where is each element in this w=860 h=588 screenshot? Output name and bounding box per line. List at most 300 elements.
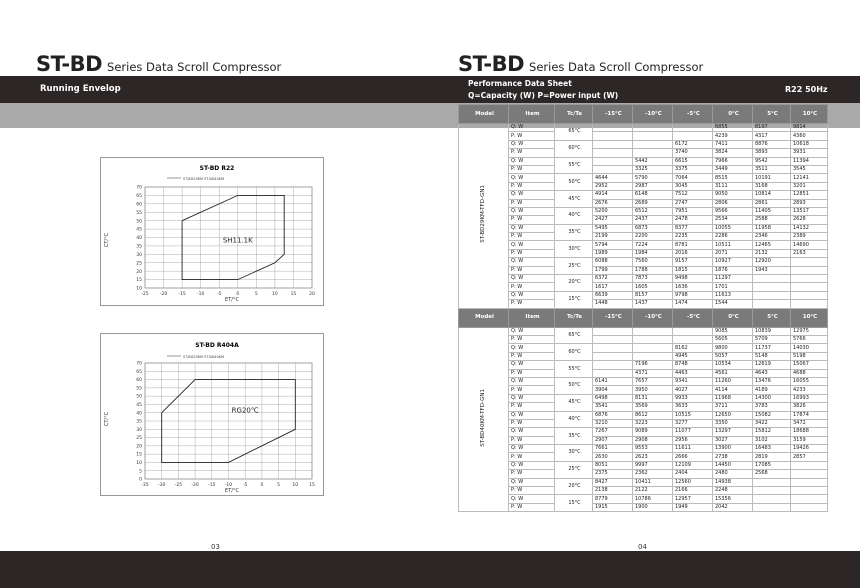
tc-cell: 35°C [555, 428, 593, 445]
item-cell: P: W [509, 436, 555, 444]
value-cell: 7064 [673, 174, 713, 182]
value-cell [593, 352, 633, 360]
value-cell: 1448 [593, 300, 633, 308]
value-cell: 1605 [633, 283, 673, 291]
value-cell [791, 470, 828, 478]
item-cell: Q: W [509, 495, 555, 503]
value-cell: 15356 [713, 495, 753, 503]
item-cell: Q: W [509, 241, 555, 249]
value-cell: 8051 [593, 461, 633, 469]
value-cell: 7661 [593, 445, 633, 453]
value-cell [791, 258, 828, 266]
value-cell: 14132 [791, 224, 828, 232]
value-cell: 7873 [633, 275, 673, 283]
value-cell: 12920 [753, 258, 791, 266]
value-cell: 15082 [753, 411, 791, 419]
y-tick-label: 55 [136, 210, 142, 216]
table-row [459, 403, 828, 411]
value-cell [753, 291, 791, 299]
item-cell: Q: W [509, 124, 555, 132]
tc-cell: 20°C [555, 275, 593, 292]
table-row [459, 140, 828, 148]
value-cell: 4114 [713, 386, 753, 394]
x-tick-label: -20 [191, 483, 199, 488]
item-cell: P: W [509, 403, 555, 411]
value-cell [791, 275, 828, 283]
value-cell: 3824 [713, 149, 753, 157]
value-cell: 5148 [753, 352, 791, 360]
value-cell: 4027 [673, 386, 713, 394]
value-cell: 8157 [633, 291, 673, 299]
value-cell: 1949 [673, 503, 713, 511]
value-cell: 8131 [633, 394, 673, 402]
value-cell: 4463 [673, 369, 713, 377]
value-cell: 6873 [633, 224, 673, 232]
header-cell: Item [509, 308, 555, 327]
value-cell: 1437 [633, 300, 673, 308]
item-cell: Q: W [509, 428, 555, 436]
value-cell: 1943 [753, 266, 791, 274]
value-cell: 8612 [633, 411, 673, 419]
value-cell: 2389 [791, 233, 828, 241]
value-cell: 10191 [753, 174, 791, 182]
value-cell: 6876 [593, 411, 633, 419]
tc-cell: 65°C [555, 124, 593, 141]
header-cell: 5°C [753, 105, 791, 124]
left-series-title [36, 52, 281, 76]
y-tick-label: 40 [136, 236, 142, 242]
item-cell: Q: W [509, 344, 555, 352]
table-row [459, 132, 828, 140]
value-cell: 15812 [753, 428, 791, 436]
value-cell [593, 165, 633, 173]
value-cell: 3277 [673, 419, 713, 427]
item-cell: Q: W [509, 478, 555, 486]
x-tick-label: -10 [224, 483, 233, 488]
value-cell: 17085 [753, 461, 791, 469]
table-row [459, 216, 828, 224]
value-cell: 18688 [791, 428, 828, 436]
value-cell: 2200 [633, 233, 673, 241]
value-cell [593, 335, 633, 343]
value-cell: 2666 [673, 453, 713, 461]
value-cell: 11613 [713, 291, 753, 299]
y-tick-label: 10 [136, 286, 142, 292]
performance-table-body [459, 105, 828, 512]
y-tick-label: 50 [136, 219, 142, 225]
value-cell: 16993 [791, 394, 828, 402]
value-cell: 5790 [633, 174, 673, 182]
x-tick-label: -20 [159, 292, 168, 297]
value-cell: 3950 [633, 386, 673, 394]
value-cell: 6855 [713, 124, 753, 132]
value-cell: 9157 [673, 258, 713, 266]
tc-cell: 15°C [555, 495, 593, 512]
value-cell: 9498 [673, 275, 713, 283]
value-cell: 3325 [633, 165, 673, 173]
value-cell [673, 327, 713, 335]
item-cell: P: W [509, 216, 555, 224]
value-cell: 2857 [791, 453, 828, 461]
value-cell [633, 140, 673, 148]
item-cell: Q: W [509, 327, 555, 335]
value-cell: 9089 [633, 428, 673, 436]
value-cell: 19426 [791, 445, 828, 453]
y-tick-label: 30 [136, 427, 142, 433]
value-cell: 4189 [753, 386, 791, 394]
value-cell: 12141 [791, 174, 828, 182]
item-cell: Q: W [509, 258, 555, 266]
item-cell: Q: W [509, 207, 555, 215]
value-cell: 11260 [713, 377, 753, 385]
value-cell: 2907 [593, 436, 633, 444]
tc-cell: 40°C [555, 207, 593, 224]
model-cell [459, 124, 509, 309]
value-cell: 2163 [791, 249, 828, 257]
value-cell: 3541 [593, 403, 633, 411]
value-cell: 8377 [673, 224, 713, 232]
value-cell: 4371 [633, 369, 673, 377]
value-cell: 3350 [713, 419, 753, 427]
x-tick-label: 0 [236, 292, 240, 297]
value-cell: 11737 [753, 344, 791, 352]
value-cell: 7267 [593, 428, 633, 436]
table-row [459, 470, 828, 478]
value-cell: 3472 [791, 419, 828, 427]
value-cell [593, 327, 633, 335]
value-cell [791, 495, 828, 503]
model-cell [459, 327, 509, 512]
chart-r404a-svg [101, 334, 323, 495]
value-cell [791, 503, 828, 511]
y-tick-label: 30 [136, 252, 142, 258]
x-tick-label: 5 [254, 292, 258, 297]
value-cell: 9814 [791, 124, 828, 132]
value-cell: 11968 [713, 394, 753, 402]
value-cell: 8197 [753, 124, 791, 132]
value-cell: 9566 [713, 207, 753, 215]
table-row [459, 258, 828, 266]
value-cell [593, 157, 633, 165]
chart-r22-svg [101, 158, 323, 305]
value-cell: 7560 [633, 258, 673, 266]
value-cell [593, 344, 633, 352]
value-cell: 2346 [753, 233, 791, 241]
header-cell: 5°C [753, 308, 791, 327]
chart-r22-legend: ST-BD29KM ST-BD40KM [183, 177, 225, 181]
value-cell: 6148 [633, 191, 673, 199]
item-cell: P: W [509, 233, 555, 241]
y-tick-label: 20 [136, 444, 142, 450]
table-row [459, 478, 828, 486]
value-cell: 8781 [673, 241, 713, 249]
value-cell: 2956 [673, 436, 713, 444]
item-cell: P: W [509, 132, 555, 140]
header-cell: 0°C [713, 105, 753, 124]
value-cell: 2630 [593, 453, 633, 461]
x-tick-label: -35 [141, 483, 149, 488]
value-cell [633, 327, 673, 335]
header-cell: -10°C [633, 105, 673, 124]
value-cell: 15067 [791, 361, 828, 369]
value-cell [791, 283, 828, 291]
model-name: ST-BD40KM-TFD-GN1 [480, 388, 486, 447]
value-cell: 3511 [753, 165, 791, 173]
value-cell: 12957 [673, 495, 713, 503]
item-cell: P: W [509, 419, 555, 427]
value-cell: 1701 [713, 283, 753, 291]
table-row [459, 495, 828, 503]
value-cell: 1799 [593, 266, 633, 274]
table-row [459, 165, 828, 173]
value-cell: 3711 [713, 403, 753, 411]
value-cell: 10618 [791, 140, 828, 148]
value-cell: 2676 [593, 199, 633, 207]
value-cell: 3893 [753, 149, 791, 157]
value-cell [753, 283, 791, 291]
value-cell: 5709 [753, 335, 791, 343]
value-cell: 11394 [791, 157, 828, 165]
value-cell: 8748 [673, 361, 713, 369]
value-cell: 2362 [633, 470, 673, 478]
value-cell: 1617 [593, 283, 633, 291]
value-cell: 12109 [673, 461, 713, 469]
table-row [459, 487, 828, 495]
value-cell: 9050 [713, 191, 753, 199]
right-dark-band [430, 76, 860, 103]
value-cell: 2480 [713, 470, 753, 478]
value-cell [791, 487, 828, 495]
table-row [459, 428, 828, 436]
right-series-title-main: ST-BD [458, 52, 525, 76]
value-cell: 4317 [753, 132, 791, 140]
chart-r404a-legend: ST-BD29KM ST-BD40KM [183, 355, 225, 359]
value-cell: 12465 [753, 241, 791, 249]
value-cell [593, 361, 633, 369]
performance-table [458, 104, 828, 512]
header-cell: 0°C [713, 308, 753, 327]
value-cell: 4643 [753, 369, 791, 377]
table-row [459, 149, 828, 157]
right-band-subtitle: Q=Capacity (W) P=Power input (W) [468, 91, 619, 100]
table-row [459, 453, 828, 461]
right-band-title: Performance Data Sheet [468, 79, 572, 88]
value-cell: 3783 [753, 403, 791, 411]
value-cell: 16055 [791, 377, 828, 385]
value-cell: 7411 [713, 140, 753, 148]
value-cell: 3904 [593, 386, 633, 394]
header-cell: -5°C [673, 308, 713, 327]
tc-cell: 40°C [555, 411, 593, 428]
item-cell: Q: W [509, 394, 555, 402]
value-cell [633, 344, 673, 352]
value-cell: 3223 [633, 419, 673, 427]
value-cell: 13297 [713, 428, 753, 436]
table-row [459, 436, 828, 444]
value-cell: 4945 [673, 352, 713, 360]
value-cell: 11958 [753, 224, 791, 232]
tc-cell: 30°C [555, 241, 593, 258]
value-cell [593, 149, 633, 157]
value-cell: 3210 [593, 419, 633, 427]
item-cell: P: W [509, 369, 555, 377]
table-row [459, 207, 828, 215]
value-cell: 6639 [593, 291, 633, 299]
value-cell: 4233 [791, 386, 828, 394]
item-cell: Q: W [509, 377, 555, 385]
left-grey-band [0, 103, 430, 128]
tc-cell: 25°C [555, 258, 593, 275]
value-cell [593, 369, 633, 377]
value-cell: 3111 [713, 182, 753, 190]
chart-r404a-xlabel: ET/°C [225, 488, 239, 494]
item-cell: Q: W [509, 411, 555, 419]
header-cell: Item [509, 105, 555, 124]
y-tick-label: 0 [139, 477, 142, 483]
value-cell: 2534 [713, 216, 753, 224]
header-cell: 10°C [791, 308, 828, 327]
item-cell: Q: W [509, 140, 555, 148]
value-cell: 6172 [673, 140, 713, 148]
value-cell: 2861 [753, 199, 791, 207]
value-cell: 3045 [673, 182, 713, 190]
value-cell: 17874 [791, 411, 828, 419]
value-cell: 3375 [673, 165, 713, 173]
table-row [459, 394, 828, 402]
y-tick-label: 65 [136, 194, 142, 200]
value-cell: 10814 [753, 191, 791, 199]
tc-cell: 60°C [555, 344, 593, 361]
item-cell: Q: W [509, 157, 555, 165]
chart-r404a-ylabel: CT/°C [104, 411, 110, 427]
value-cell: 3545 [791, 165, 828, 173]
table-row [459, 327, 828, 335]
right-series-title-sub: Series Data Scroll Compressor [529, 60, 704, 74]
right-band-r22: R22 50Hz [785, 85, 828, 94]
value-cell: 2132 [753, 249, 791, 257]
table-row [459, 369, 828, 377]
item-cell: P: W [509, 300, 555, 308]
chart-annotation: SH11.1K [222, 236, 253, 245]
tc-cell: 45°C [555, 191, 593, 208]
value-cell [791, 266, 828, 274]
table-row [459, 445, 828, 453]
value-cell: 2138 [593, 487, 633, 495]
y-tick-label: 25 [136, 436, 142, 442]
left-series-title-main: ST-BD [36, 52, 103, 76]
chart-r404a-title: ST-BD R404A [195, 342, 239, 349]
item-cell: P: W [509, 386, 555, 394]
right-page-number: 04 [638, 543, 647, 551]
value-cell: 2166 [673, 487, 713, 495]
value-cell: 9933 [673, 394, 713, 402]
x-tick-label: 10 [292, 483, 299, 488]
item-cell: Q: W [509, 361, 555, 369]
chart-r22-ylabel: CT/°C [104, 232, 110, 248]
value-cell: 14450 [713, 461, 753, 469]
value-cell: 3449 [713, 165, 753, 173]
value-cell: 2427 [593, 216, 633, 224]
table-row [459, 503, 828, 511]
footer-band [0, 551, 860, 588]
table-row [459, 411, 828, 419]
tc-cell: 45°C [555, 394, 593, 411]
tc-cell: 55°C [555, 157, 593, 174]
table-row [459, 300, 828, 308]
table-header-row [459, 308, 828, 327]
value-cell: 14938 [713, 478, 753, 486]
item-cell: Q: W [509, 191, 555, 199]
value-cell [753, 495, 791, 503]
value-cell: 8876 [753, 140, 791, 148]
tc-cell: 20°C [555, 478, 593, 495]
left-series-title-sub: Series Data Scroll Compressor [107, 60, 282, 74]
header-cell: 10°C [791, 105, 828, 124]
x-tick-label: 5 [277, 483, 281, 488]
chart-r404a [100, 333, 324, 496]
table-row [459, 241, 828, 249]
value-cell [753, 503, 791, 511]
y-tick-label: 45 [136, 227, 142, 233]
value-cell: 2286 [713, 233, 753, 241]
value-cell: 10055 [713, 224, 753, 232]
value-cell: 2071 [713, 249, 753, 257]
value-cell: 7657 [633, 377, 673, 385]
value-cell: 10515 [673, 411, 713, 419]
table-row [459, 283, 828, 291]
value-cell: 6512 [633, 207, 673, 215]
value-cell [791, 300, 828, 308]
value-cell: 2235 [673, 233, 713, 241]
header-cell: Tc/Te [555, 308, 593, 327]
table-row [459, 361, 828, 369]
value-cell: 7196 [633, 361, 673, 369]
tc-cell: 50°C [555, 174, 593, 191]
value-cell [791, 291, 828, 299]
value-cell: 12560 [673, 478, 713, 486]
header-cell: Model [459, 308, 509, 327]
value-cell: 3422 [753, 419, 791, 427]
value-cell: 1989 [593, 249, 633, 257]
value-cell: 13476 [753, 377, 791, 385]
value-cell [791, 478, 828, 486]
x-tick-label: -25 [174, 483, 183, 488]
value-cell: 2819 [753, 453, 791, 461]
header-cell: -15°C [593, 308, 633, 327]
chart-r22-title: ST-BD R22 [199, 165, 235, 172]
value-cell: 6615 [673, 157, 713, 165]
tc-cell: 50°C [555, 377, 593, 394]
y-tick-label: 60 [136, 378, 142, 384]
header-cell: -5°C [673, 105, 713, 124]
value-cell: 5200 [593, 207, 633, 215]
left-page-number: 03 [211, 543, 220, 551]
table-row [459, 224, 828, 232]
value-cell: 6141 [593, 377, 633, 385]
value-cell: 4360 [791, 132, 828, 140]
value-cell: 14030 [791, 344, 828, 352]
value-cell [633, 124, 673, 132]
tc-cell: 15°C [555, 291, 593, 308]
item-cell: Q: W [509, 445, 555, 453]
value-cell [633, 132, 673, 140]
value-cell: 8427 [593, 478, 633, 486]
value-cell: 1544 [713, 300, 753, 308]
x-tick-label: -15 [208, 483, 216, 488]
header-cell: -10°C [633, 308, 673, 327]
value-cell: 5057 [713, 352, 753, 360]
y-tick-label: 50 [136, 394, 142, 400]
